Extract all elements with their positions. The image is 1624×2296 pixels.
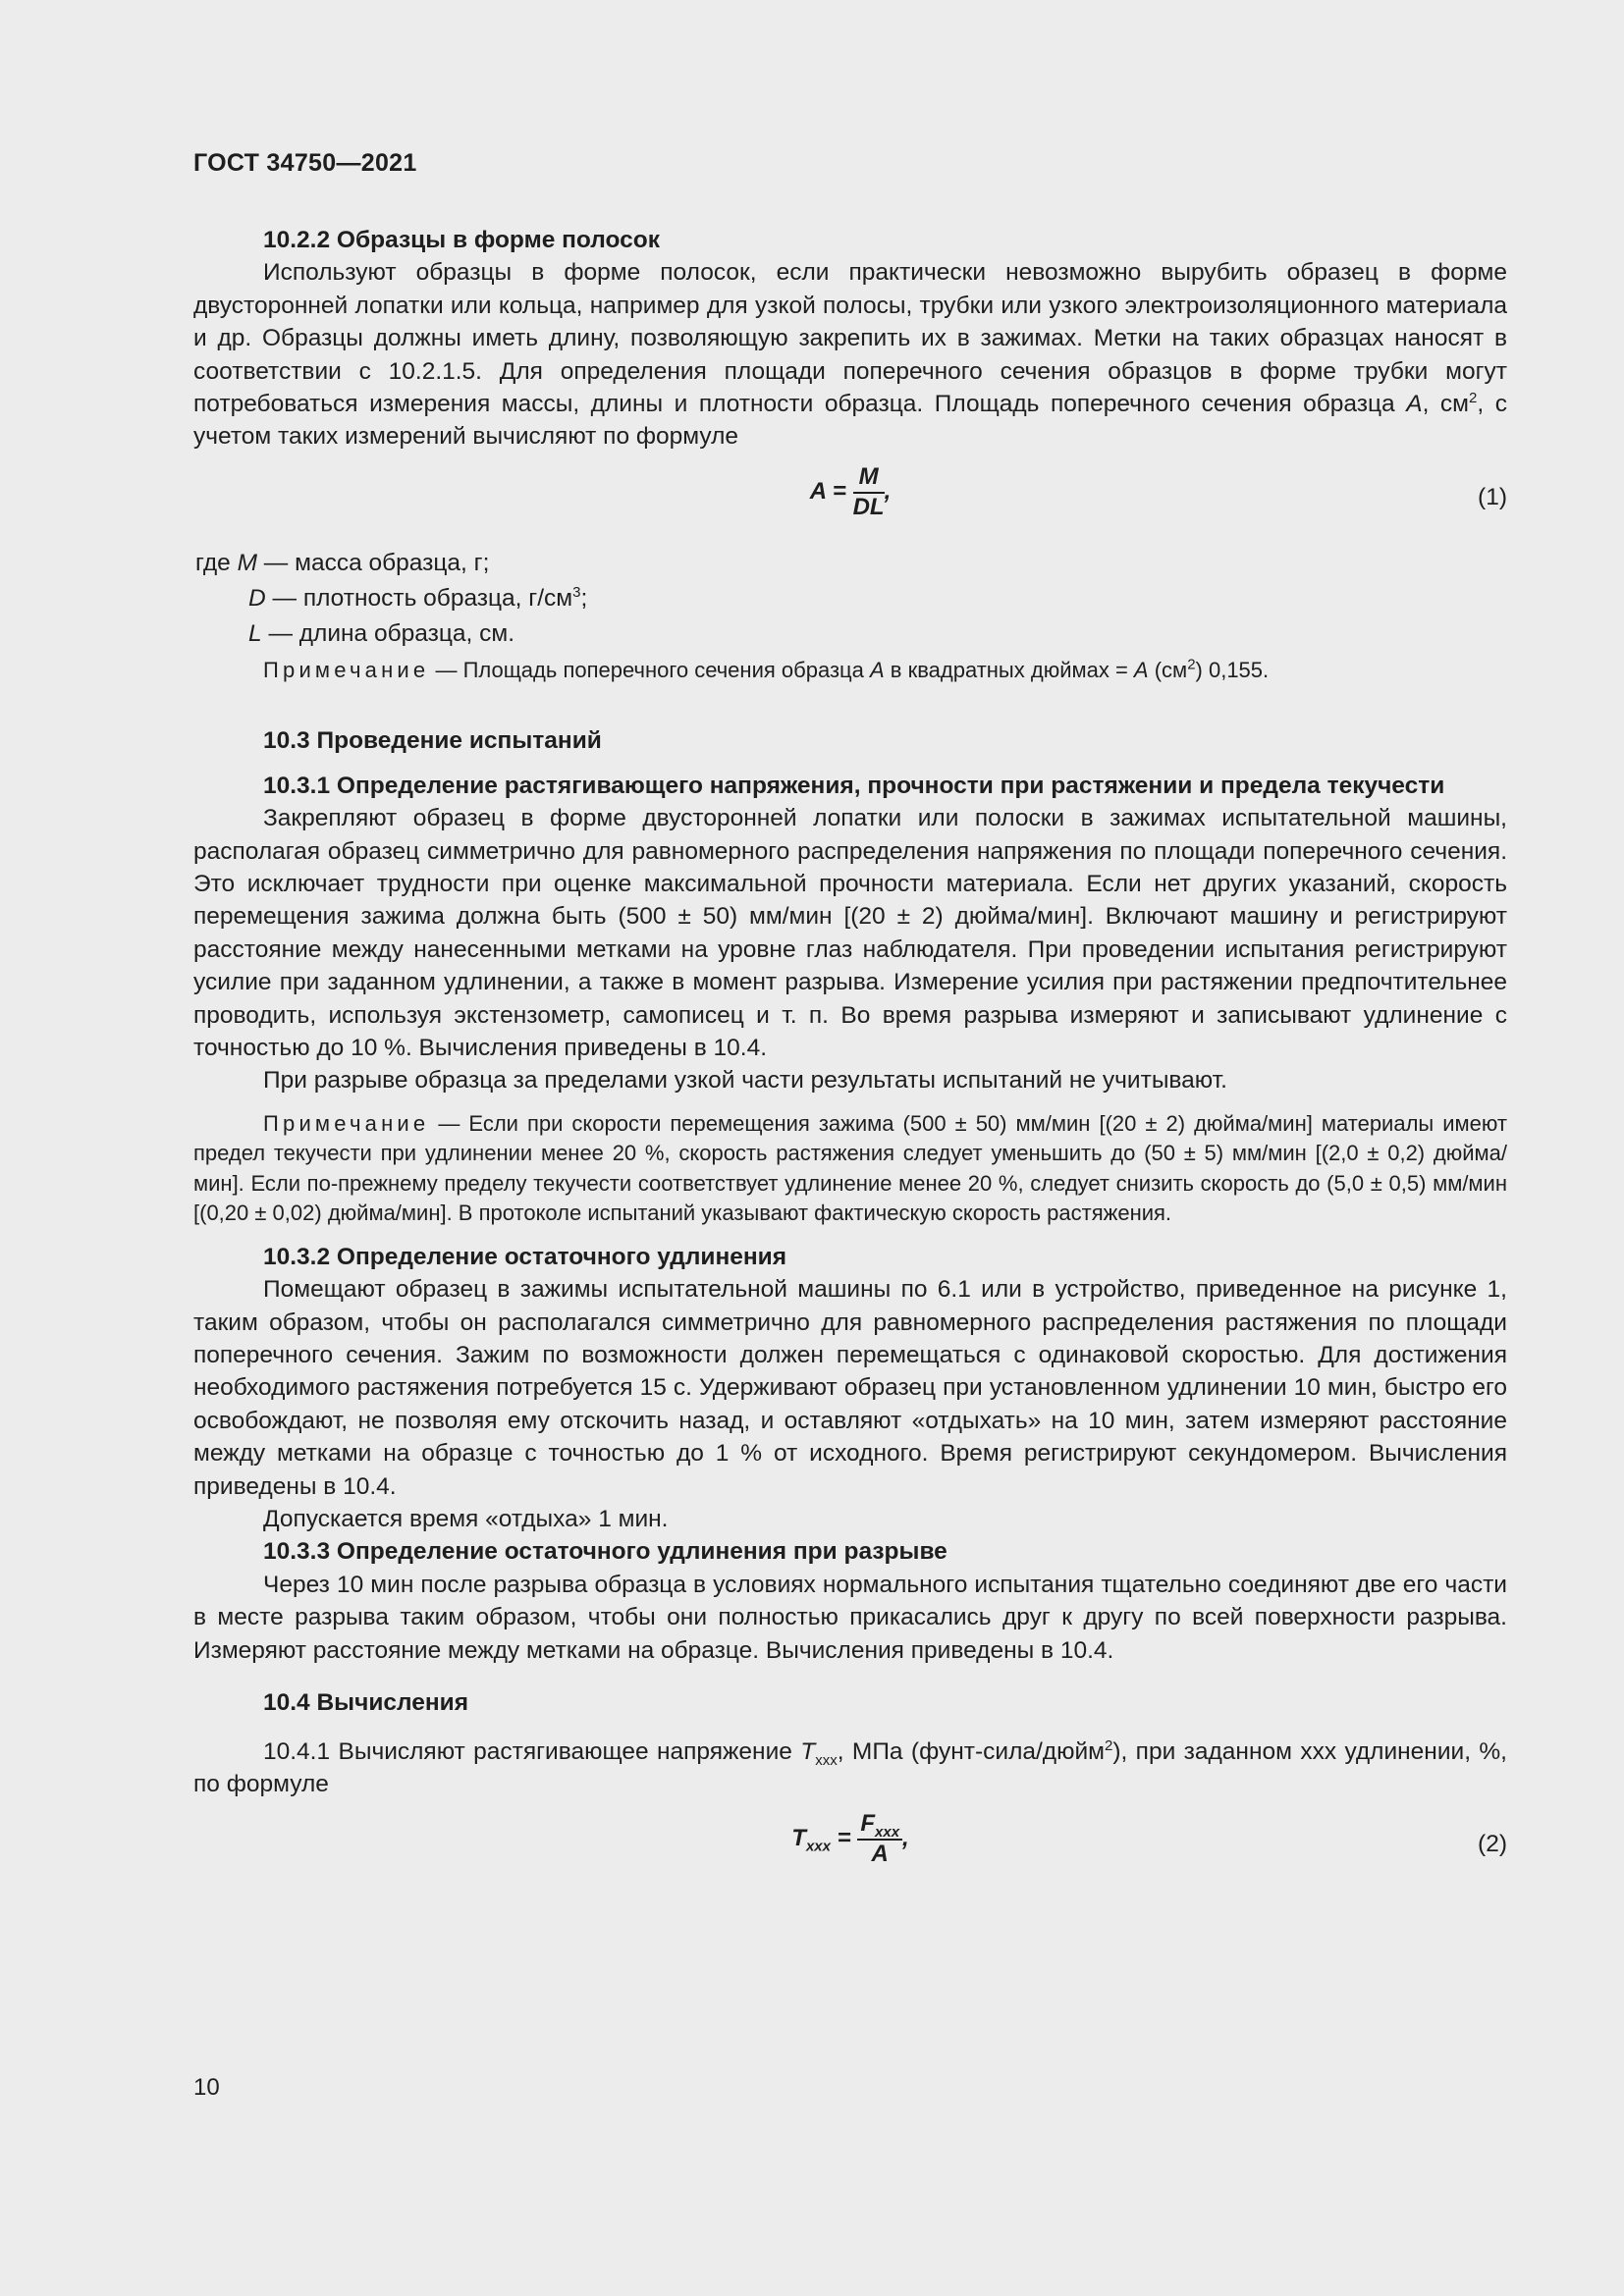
note-10-2-2: Примечание — Площадь поперечного сечения образца A в квадратных дюймах = A $(см^2)$ 0,155.	[263, 656, 1270, 682]
section-10-3-2-paragraph-2: Допускается время «отдыха» 1 мин.	[263, 1506, 669, 1533]
section-10-3-1-title: 10.3.1 Определение растягивающего напряжения, прочности при растяжении и предела текучести	[263, 772, 1445, 799]
section-10-3-3-paragraph: Через 10 мин после разрыва образца в условиях нормального испытания тщательно соединяют две его части в месте разрыва таким образом, чтобы они полностью прикасались друг к другу по всей поверхности разрыва. Измеряют расстояние между метками на образце. Вычисления приведены в 10.4.	[193, 1571, 1507, 1664]
section-10-3-1-paragraph-1: Закрепляют образец в форме двусторонней лопатки или полоски в зажимах испытательной машины, располагая образец симметрично для равномерного распределения напряжения по площади поперечного сечения. Это исключает трудности при оценке максимальной прочности материала. Если нет других указаний, скорость перемещения зажима должна быть (500 ± 50) мм/мин [(20 ± 2) дюйма/мин]. Включают машину и регистрируют расстояние между нанесенными метками на уровне глаз наблюдателя. При проведении испытания регистрируют усилие при заданном удлинении, а также в момент разрыва. Измерение усилия при растяжении предпочтительнее проводить, используя экстензометр, самописец и т. п. Во время разрыва измеряют и записывают удлинение с точностью до 10 %. Вычисления приведены в 10.4.	[193, 805, 1507, 1061]
section-10-4-title: 10.4 Вычисления	[263, 1689, 469, 1717]
section-10-2-2-paragraph: Используют образцы в форме полосок, если практически невозможно вырубить образец в форме двусторонней лопатки или кольца, например для узкой полосы, трубки или узкого электроизоляционного материала и др. Образцы должны иметь длину, позволяющую закрепить их в зажимах. Метки на таких образцах наносят в соответствии с 10.2.1.5. Для определения площади поперечного сечения образцов в форме трубки могут потребоваться измерения массы, длины и плотности образца. Площадь поперечного сечения образца A, $см^2$, с учетом таких измерений вычисляют по формуле	[193, 259, 1507, 451]
section-10-3-2-title: 10.3.2 Определение остаточного удлинения	[263, 1243, 787, 1270]
section-10-3-3-title: 10.3.3 Определение остаточного удлинения при разрыве	[263, 1538, 947, 1566]
note-10-3-1: Примечание — Если при скорости перемещения зажима (500 ± 50) мм/мин [(20 ± 2) дюйма/мин] материалы имеют предел текучести при удлинении менее 20 %, скорость растяжения следует уменьшить до (50 ± 5) мм/мин [(2,0 ± 0,2) дюйма/мин]. Если по-прежнему пределу текучести соответствует удлинение менее 20 %, следует снизить скорость до (5,0 ± 0,5) мм/мин [(0,20 ± 0,02) дюйма/мин]. В протоколе испытаний указывают фактическую скорость растяжения.	[193, 1110, 1507, 1226]
legend-item-d: D — плотность образца, $г/см^3$;	[248, 583, 588, 612]
page-content	[193, 224, 1507, 1893]
document-header: ГОСТ 34750—2021	[193, 149, 417, 177]
page-number: 10	[193, 2074, 220, 2101]
legend-item-l: L — длина образца, см.	[248, 619, 515, 647]
section-10-3-1-paragraph-2: При разрыве образца за пределами узкой части результаты испытаний не учитывают.	[263, 1067, 1227, 1095]
legend-item-m: где M — масса образца, г;	[195, 549, 490, 576]
section-10-3-title: 10.3 Проведение испытаний	[263, 727, 602, 755]
formula-1-number: (1)	[1478, 483, 1507, 510]
section-10-4-1-paragraph: 10.4.1 Вычисляют растягивающее напряжение $T_{xxx}$, МПа (фунт-сила/дюйм$^2$), при заданном xxx удлинении, %, по формуле	[193, 1736, 1507, 1797]
formula-1: A = $\frac{M}{DL}$ , (1)	[809, 462, 1507, 520]
formula-1-legend	[193, 546, 1507, 652]
formula-2: $T_{xxx}$ = $\frac{F_{xxx}}{A}$ , (2)	[791, 1810, 1507, 1868]
section-10-3-2-paragraph-1: Помещают образец в зажимы испытательной машины по 6.1 или в устройство, приведенное на рисунке 1, таким образом, чтобы он располагался симметрично для равномерного распределения растяжения по площади поперечного сечения. Зажим по возможности должен перемещаться с одинаковой скоростью. Для достижения необходимого растяжения потребуется 15 с. Удерживают образец при установленном удлинении 10 мин, быстро его освобождают, не позволяя ему отскочить назад, и оставляют «отдыхать» на 10 мин, затем измеряют расстояние между метками на образце с точностью до 1 % от исходного. Время регистрируют секундомером. Вычисления приведены в 10.4.	[193, 1276, 1507, 1500]
section-10-2-2-title: 10.2.2 Образцы в форме полосок	[263, 227, 661, 253]
formula-2-number: (2)	[1478, 1831, 1507, 1858]
